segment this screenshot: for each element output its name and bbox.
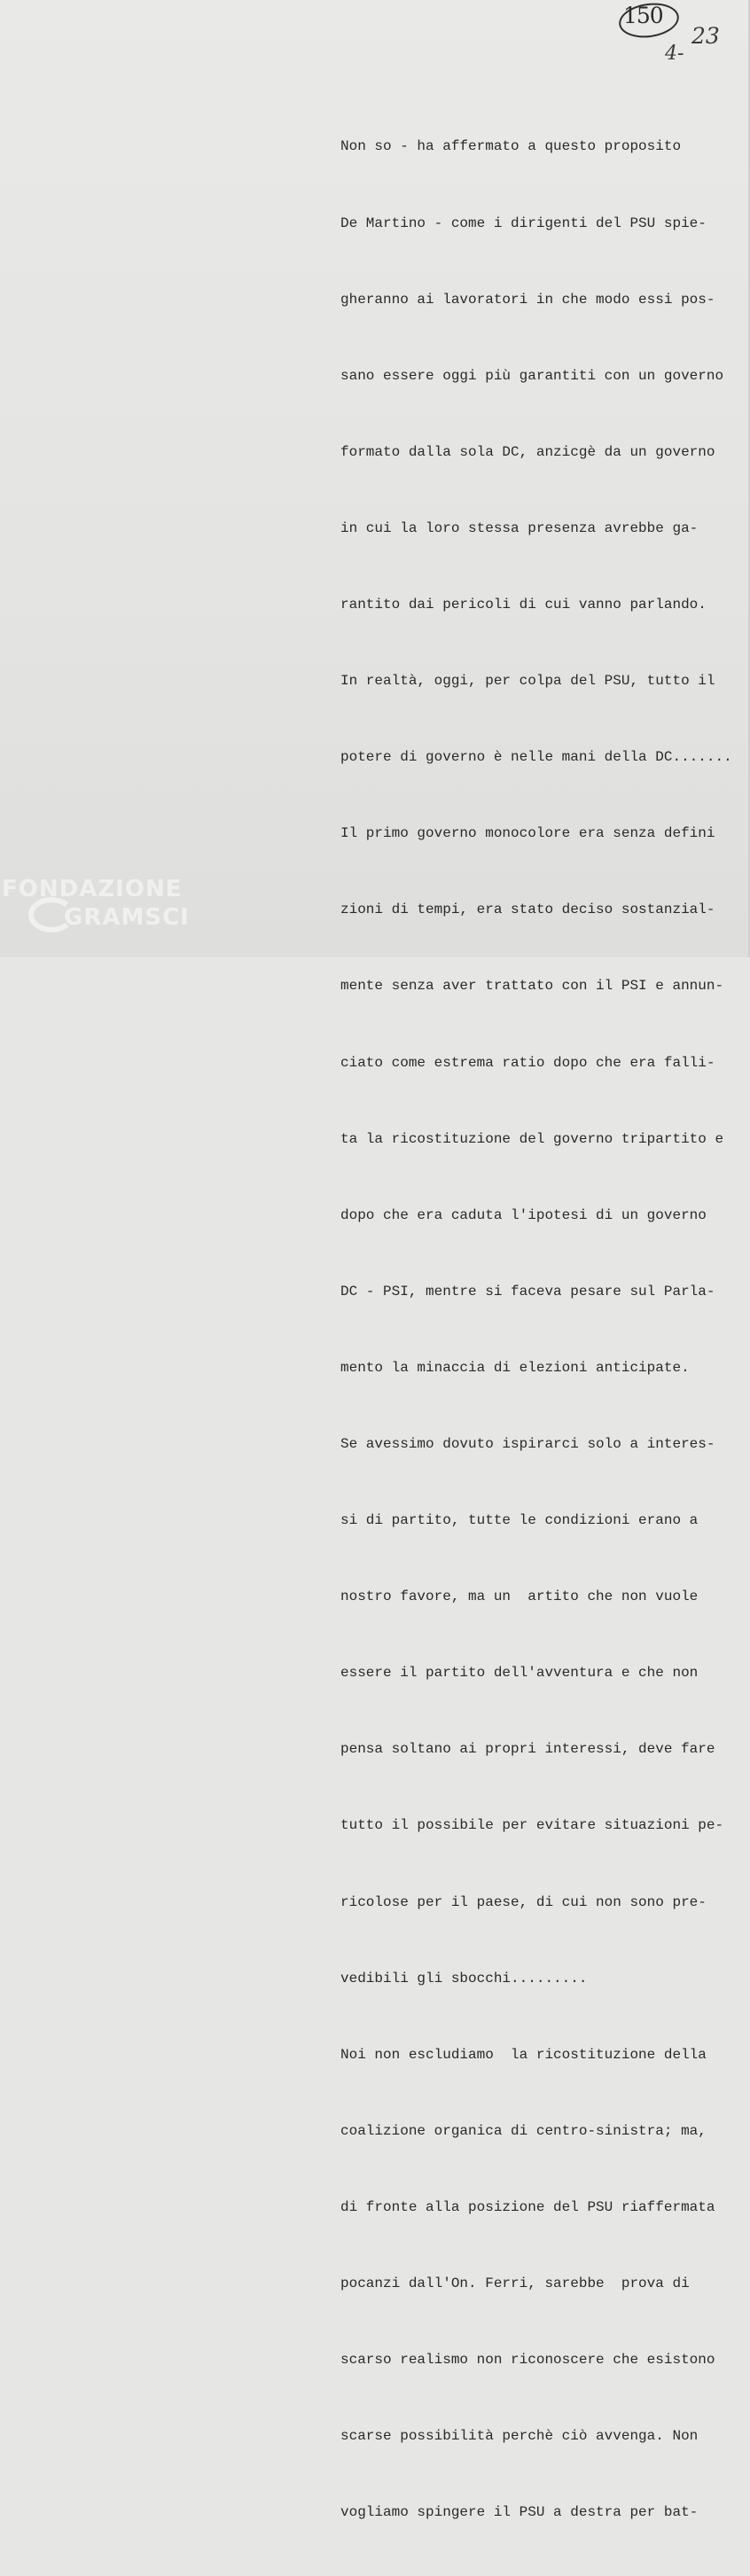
text-line: gheranno ai lavoratori in che modo essi pos-	[340, 291, 715, 308]
text-line: scarse possibilità perchè ciò avvenga. Non	[340, 2428, 699, 2445]
text-line: Se avessimo dovuto ispirarci solo a interes-	[340, 1436, 715, 1452]
text-line: Non so - ha affermato a questo proposito	[340, 138, 682, 155]
text-line: De Martino - come i dirigenti del PSU spie-	[340, 215, 707, 231]
text-line: coalizione organica di centro-sinistra; ma,	[340, 2122, 707, 2139]
text-line: si di partito, tutte le condizioni erano a	[340, 1512, 699, 1529]
text-line: di fronte alla posizione del PSU riaffermata	[340, 2198, 715, 2215]
text-line: formato dalla sola DC, anzicgè da un governo	[340, 443, 715, 460]
text-line: zioni di tempi, era stato deciso sostanzial-	[340, 902, 715, 918]
text-line: Noi non escludiamo la ricostituzione della	[340, 2046, 707, 2063]
text-line: mente senza aver trattato con il PSI e annun-	[340, 978, 724, 995]
text-line: dopo che era caduta l'ipotesi di un governo	[340, 1206, 707, 1223]
text-line: nostro favore, ma un artito che non vuole	[340, 1589, 699, 1605]
handwritten-number: 23	[691, 23, 720, 49]
text-line: scarso realismo non riconoscere che esistono	[340, 2352, 715, 2369]
text-line: rantito dai pericoli di cui vanno parlando.	[340, 596, 707, 613]
text-line: tutto il possibile per evitare situazioni pe-	[340, 1817, 724, 1834]
text-line: In realtà, oggi, per colpa del PSU, tutto il	[340, 673, 715, 690]
text-line: potere di governo è nelle mani della DC.......	[340, 749, 732, 766]
typed-text-block	[340, 83, 748, 2576]
text-line: ta la ricostituzione del governo tripartito e	[340, 1130, 724, 1147]
text-line: ciato come estrema ratio dopo che era falli-	[340, 1054, 715, 1071]
text-line: pensa soltano ai propri interessi, deve fare	[340, 1741, 715, 1758]
text-line: Il primo governo monocolore era senza defini	[340, 825, 715, 842]
handwritten-mark: 4-	[665, 43, 684, 65]
text-line: pocanzi dall'On. Ferri, sarebbe prova di	[340, 2275, 690, 2292]
text-line: essere il partito dell'avventura e che non	[340, 1665, 699, 1682]
text-line: vedibili gli sbocchi.........	[340, 1970, 588, 1987]
watermark-line1: FONDAZIONE	[2, 876, 183, 902]
text-line: vogliamo spingere il PSU a destra per bat-	[340, 2504, 699, 2521]
text-line: DC - PSI, mentre si faceva pesare sul Parla-	[340, 1283, 715, 1300]
watermark-line2: GRAMSCI	[64, 904, 190, 931]
text-line: in cui la loro stessa presenza avrebbe ga-	[340, 519, 699, 536]
text-line: ricolose per il paese, di cui non sono pre-	[340, 1893, 707, 1910]
text-line: sano essere oggi più garantiti con un governo	[340, 367, 724, 384]
watermark-logo	[2, 876, 188, 934]
text-line: mento la minaccia di elezioni anticipate.	[340, 1359, 690, 1376]
page-number: 150	[623, 3, 663, 28]
